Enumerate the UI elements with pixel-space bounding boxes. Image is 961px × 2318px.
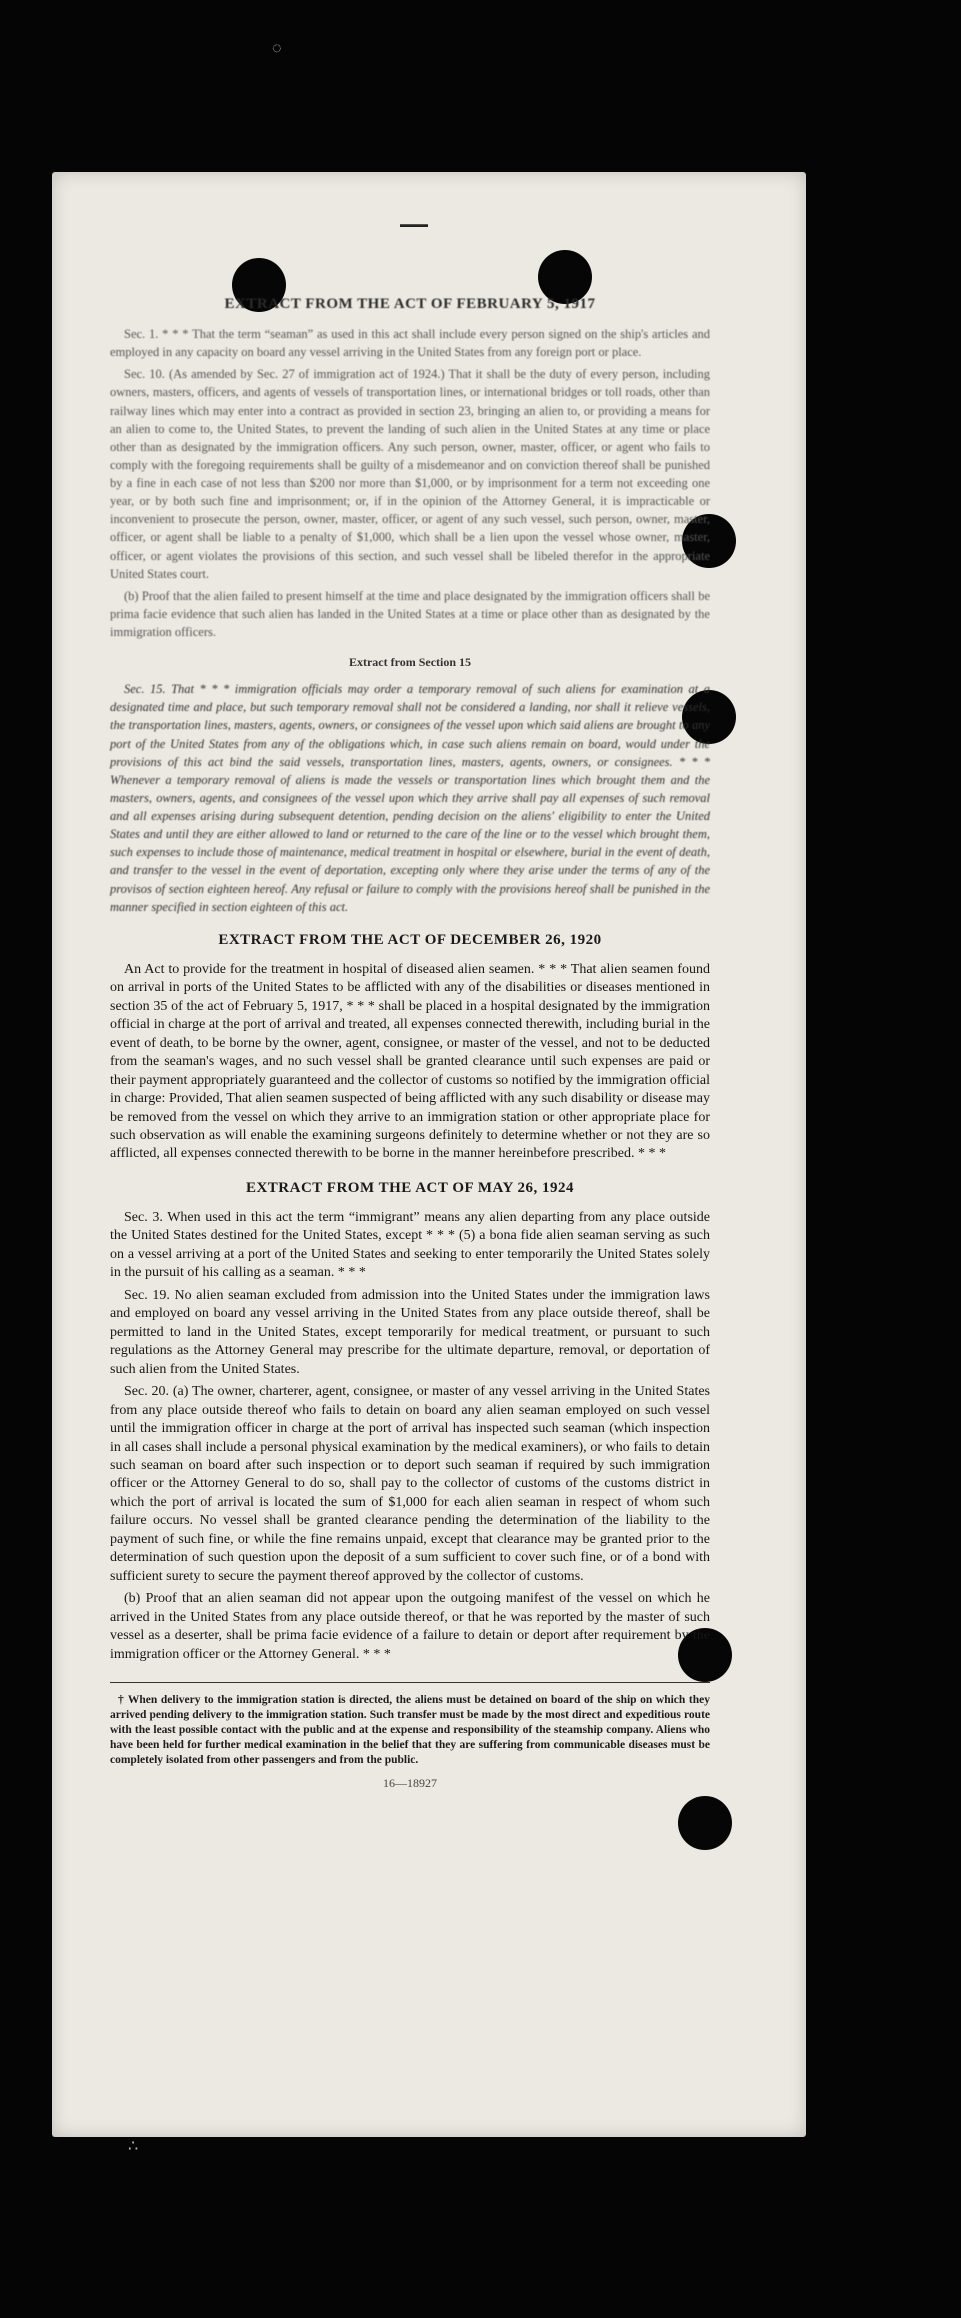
paragraph: Sec. 3. When used in this act the term “immigrant” means any alien departing from any place outside the United States destined for the United States, except * * * (5) a bona fide alien seaman serving as such on a vessel arriving at a port of the United States and seeking to enter temporarily the United States solely in the pursuit of his calling as a seaman. * * * bbox=[110, 1209, 710, 1281]
section-title: EXTRACT FROM THE ACT OF FEBRUARY 5, 1917 bbox=[224, 296, 596, 312]
paragraph: (b) Proof that an alien seaman did not appear upon the outgoing manifest of the vessel on which he arrived in the United States from any place outside thereof, or that he was reported by the master of such vessel as a deserter, shall be prima facie evidence of a failure to detain or deport after requirement by the immigration officer or the Attorney General. * * * bbox=[110, 1591, 710, 1662]
paragraph: Sec. 10. (As amended by Sec. 27 of immigration act of 1924.) That it shall be the duty of every person, including owners, masters, officers, and agents of vessels of transportation lines, or international bridges or toll roads, other than railway lines which may enter into a contract as provided in section 23, bringing an alien to, or providing a means for an alien to come to, the United States, to prevent the landing of such alien in the United States at any time or place other than as designated by the immigration officers. Any such person, owner, master, officer, or agent who fails to comply with the foregoing requirements shall be guilty of a misdemeanor and on conviction thereof shall be punished by a fine in each case of not less than $200 nor more than $1,000, or by imprisonment for a term not exceeding one year, or by both such fine and imprisonment; or, if in the opinion of the Attorney General, it is impracticable or inconvenient to prosecute the person, owner, master, officer, or agent of any such vessel, such person, owner, master, officer, or agent shall be liable to a penalty of $1,000, which shall be a lien upon the vessel whose owner, master, officer, or agent violates the provisions of this section, and such vessel shall be libeled therefor in the appropriate United States court. bbox=[110, 367, 710, 581]
section-body bbox=[110, 961, 710, 1164]
dust-speck: ◌ bbox=[272, 40, 282, 57]
paragraph: An Act to provide for the treatment in hospital of diseased alien seamen. * * * That alien seamen found on arrival in ports of the United States to be afflicted with any of the disabilities or diseases mentioned in section 35 of the act of February 5, 1917, * * * shall be placed in a hospital designated by the immigration official in charge at the port of arrival and treated, all expenses connected therewith, including burial in the event of death, to be borne by the owner, agent, consignee, or master of the vessel, and not to be deducted from the seaman's wages, and no such vessel shall be granted clearance until such expenses are paid or their payment appropriately guaranteed and the collector of customs so notified by the immigration official in charge: Provided, That alien seamen suspected of being afflicted with any such disability or disease may be removed from the vessel on which they arrive to an immigration station or other appropriate place for such observation as will enable the examining surgeons definitely to determine whether or not they are so afflicted, all expenses connected therewith to be borne in the manner hereinbefore prescribed. * * * bbox=[110, 961, 710, 1162]
section-body bbox=[110, 325, 710, 641]
footnote-text: † When delivery to the immigration station is directed, the aliens must be detained on board of the ship on which they arrived pending delivery to the immigration station. Such transfer must be made by the most direct and expeditious route with the least possible contact with the public and at the expense and responsibility of the steamship company. Aliens who have been held for further medical examination in the belief that they are suffering from communicable diseases must be completely isolated from other passengers and from the public. bbox=[110, 1694, 710, 1766]
paragraph: Sec. 15. That * * * immigration officials may order a temporary removal of such aliens for examination at a designated time and place, but such temporary removal shall not be considered a landing, nor shall it relieve vessels, the transportation lines, masters, agents, owners, or consignees of the vessel upon which said aliens are brought to any port of the United States from any of the obligations which, in case such aliens remain on board, would under the provisions of this act bind the said vessels, transportation lines, masters, agents, owners, or consignees. * * * Whenever a temporary removal of aliens is made the vessels or transportation lines which brought them and the masters, owners, agents, and consignees of the vessel upon which they arrive shall pay all expenses of such removal and all expenses arising during subsequent detention, pending decision on the aliens' eligibility to enter the United States and until they are either allowed to land or returned to the care of the line or to the vessel which brought them, such expenses to include those of maintenance, medical treatment in hospital or elsewhere, burial in the event of death, and transfer to the vessel in the event of deportation, excepting only where they arise under the terms of any of the provisos of section eighteen hereof. Any refusal or failure to comply with the provisions hereof shall be punished in the manner specified in section eighteen of this act. bbox=[110, 682, 710, 914]
paragraph: Sec. 20. (a) The owner, charterer, agent, consignee, or master of any vessel arriving in the United States from any place outside thereof who fails to detain on board any alien seaman employed on such vessel until the immigration officer in charge at the port of arrival has inspected such seaman (which inspection in all cases shall include a personal physical examination by the medical examiners), or who fails to detain such seaman on board after such inspection or to deport such seaman if required by such immigration officer or the Attorney General to do so, shall pay to the collector of customs of the customs district in which the port of arrival is located the sum of $1,000 for each alien seaman in respect of whom such failure occurs. No vessel shall be granted clearance pending the determination of the liability to the payment of such fine, or while the fine remains unpaid, except that clearance may be granted prior to the determination of such question upon the deposit of a sum sufficient to cover such fine, or of a bond with sufficient surety to secure the payment thereof approved by the collector of customs. bbox=[110, 1384, 710, 1584]
section-subtitle: Extract from Section 15 bbox=[348, 655, 472, 670]
section-body bbox=[110, 680, 710, 916]
paragraph: (b) Proof that the alien failed to present himself at the time and place designated by the immigration officers shall be prima facie evidence that such alien has landed in the United States at a time or place other than as designated by the immigration officers. bbox=[110, 588, 710, 639]
paragraph: Sec. 1. * * * That the term “seaman” as used in this act shall include every person signed on the ship's articles and employed in any capacity on board any vessel arriving in the United States from any foreign port or place. bbox=[110, 327, 710, 360]
footnote-divider bbox=[110, 1682, 710, 1683]
document-content bbox=[110, 296, 710, 1791]
section-title: EXTRACT FROM THE ACT OF MAY 26, 1924 bbox=[245, 1179, 575, 1196]
paragraph: Sec. 19. No alien seaman excluded from admission into the United States under the immigration laws and employed on board any vessel arriving in the United States from any place outside thereof, shall be permitted to land in the United States, except temporarily for medical treatment, or pursuant to such regulations as the Attorney General may prescribe for the ultimate departure, removal, or deportation of such alien from the United States. bbox=[110, 1287, 710, 1377]
punch-hole bbox=[678, 1796, 732, 1850]
section-body bbox=[110, 1209, 710, 1664]
dust-speck: ∴ bbox=[128, 2138, 139, 2155]
page-number: 16—18927 bbox=[383, 1775, 437, 1790]
header-mark: — bbox=[400, 208, 428, 239]
footnote bbox=[110, 1693, 710, 1768]
section-title: EXTRACT FROM THE ACT OF DECEMBER 26, 1920 bbox=[218, 931, 602, 948]
